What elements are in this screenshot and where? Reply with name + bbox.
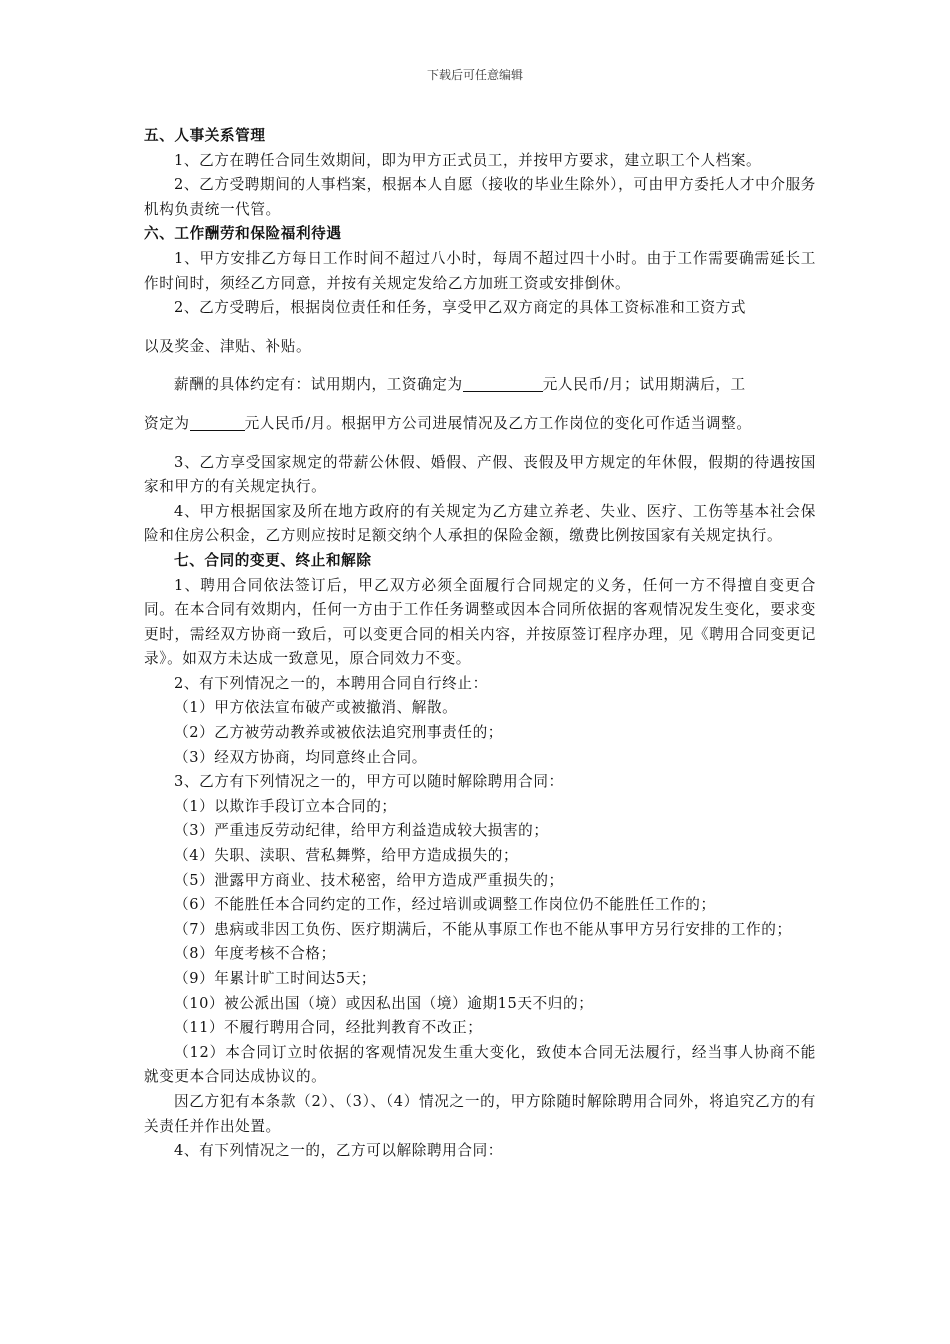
- section-6-para-3: 3、乙方享受国家规定的带薪公休假、婚假、产假、丧假及甲方规定的年休假，假期的待遇按国家和甲方的有关规定执行。: [144, 453, 816, 496]
- salary-regular-label: 资定为: [144, 414, 190, 432]
- list-item: （11）不履行聘用合同，经批判教育不改正；: [174, 1019, 483, 1037]
- list-item: （7）患病或非因工负伤、医疗期满后，不能从事原工作也不能从事甲方另行安排的工作的；: [174, 920, 792, 938]
- list-item: （5）泄露甲方商业、技术秘密，给甲方造成严重损失的；: [174, 871, 564, 889]
- salary-after-probation-label: 元人民币/月；试用期满后，工: [542, 376, 746, 394]
- section-7-title: 七、合同的变更、终止和解除: [174, 551, 372, 569]
- list-item: （3）经双方协商，均同意终止合同。: [174, 748, 427, 766]
- list-item: （8）年度考核不合格；: [174, 945, 336, 963]
- list-item: （12）本合同订立时依据的客观情况发生重大变化，致使本合同无法履行，经当事人协商不能就变更本合同达成协议的。: [144, 1043, 816, 1086]
- section-5-para-1: 1、乙方在聘任合同生效期间，即为甲方正式员工，并按甲方要求，建立职工个人档案。: [174, 151, 762, 169]
- list-item: （1）甲方依法宣布破产或被撤消、解散。: [174, 699, 458, 717]
- probation-salary-blank[interactable]: [463, 375, 543, 392]
- list-item: （3）严重违反劳动纪律，给甲方利益造成较大损害的；: [174, 822, 549, 840]
- salary-adjust-text: 元人民币/月。根据甲方公司进展情况及乙方工作岗位的变化可作适当调整。: [244, 414, 752, 432]
- section-6-para-2-continued: 以及奖金、津贴、补贴。: [144, 337, 312, 355]
- salary-clause-line-2: [144, 412, 816, 437]
- section-6-title: 六、工作酬劳和保险福利待遇: [144, 225, 342, 243]
- section-6-para-4: 4、甲方根据国家及所在地方政府的有关规定为乙方建立养老、失业、医疗、工伤等基本社会保险和住房公积金，乙方则应按时足额交纳个人承担的保险金额，缴费比例按国家有关规定执行。: [144, 502, 816, 545]
- section-5-para-2: 2、乙方受聘期间的人事档案，根据本人自愿（接收的毕业生除外），可由甲方委托人才中介服务机构负责统一代管。: [144, 176, 816, 218]
- list-item: （2）乙方被劳动教养或被依法追究刑事责任的；: [174, 724, 503, 742]
- section-6-para-1: 1、甲方安排乙方每日工作时间不超过八小时，每周不超过四十小时。由于工作需要确需延长工作时间时，须经乙方同意，并按有关规定发给乙方加班工资或安排倒休。: [144, 249, 816, 292]
- page-header: 下载后可任意编辑: [426, 68, 523, 82]
- document-body: [144, 124, 816, 1164]
- regular-salary-blank[interactable]: [190, 414, 245, 431]
- list-item: （6）不能胜任本合同约定的工作，经过培训或调整工作岗位仍不能胜任工作的；: [174, 896, 716, 914]
- list-item: （4）失职、渎职、营私舞弊，给甲方造成损失的；: [174, 847, 519, 865]
- section-7-para-3: 3、乙方有下列情况之一的，甲方可以随时解除聘用合同：: [174, 773, 564, 791]
- section-7-para-3-note: 因乙方犯有本条款（2）、（3）、（4）情况之一的，甲方除随时解除聘用合同外，将追究乙方的有关责任并作出处置。: [144, 1092, 816, 1135]
- section-6-para-2: 2、乙方受聘后，根据岗位责任和任务，享受甲乙双方商定的具体工资标准和工资方式: [174, 299, 747, 317]
- section-7-para-1: 1、聘用合同依法签订后，甲乙双方必须全面履行合同规定的义务，任何一方不得擅自变更合同。在本合同有效期内，任何一方由于工作任务调整或因本合同所依据的客观情况发生变化，要求变更时，需经双方协商一致后，可以变更合同的相关内容，并按原签订程序办理，见《聘用合同变更记录》。如双方未达成一致意见，原合同效力不变。: [144, 576, 816, 668]
- section-5-title: 五、人事关系管理: [144, 127, 266, 144]
- section-7-para-2: 2、有下列情况之一的，本聘用合同自行终止：: [174, 674, 488, 692]
- salary-clause-line-1: [144, 373, 816, 398]
- list-item: （10）被公派出国（境）或因私出国（境）逾期15天不归的；: [174, 994, 594, 1012]
- section-7-para-4: 4、有下列情况之一的，乙方可以解除聘用合同：: [174, 1142, 503, 1160]
- list-item: （1）以欺诈手段订立本合同的；: [174, 797, 397, 815]
- list-item: （9）年累计旷工时间达5天；: [174, 970, 377, 987]
- salary-probation-label: 薪酬的具体约定有：试用期内，工资确定为: [174, 376, 463, 394]
